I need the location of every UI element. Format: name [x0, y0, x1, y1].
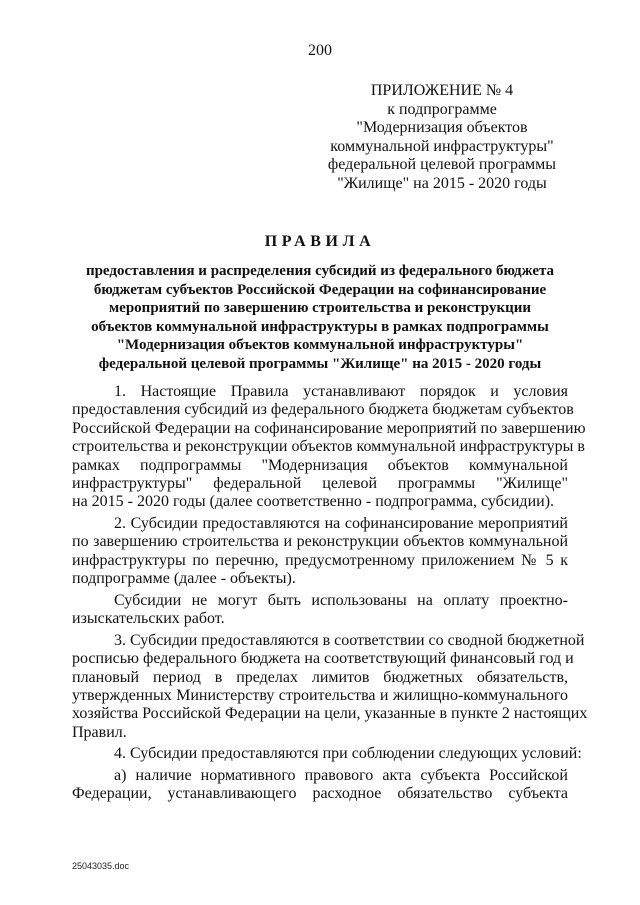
paragraph-line: рамках подпрограммы "Модернизация объектов коммунальной	[72, 456, 568, 474]
subtitle-line: объектов коммунальной инфраструктуры в рамках подпрограммы	[91, 318, 549, 335]
appendix-line: к подпрограмме	[387, 100, 497, 118]
paragraph-line: 1. Настоящие Правила устанавливают порядок и условия	[114, 383, 568, 400]
paragraph-1	[72, 383, 586, 512]
paragraph-2	[72, 515, 568, 589]
appendix-line: ПРИЛОЖЕНИЕ № 4	[370, 82, 514, 99]
paragraph-line: Российской Федерации на софинансирование мероприятий по завершению	[72, 419, 586, 437]
paragraph-line: инфраструктуры по перечню, предусмотренному приложением № 5 к	[72, 551, 568, 569]
paragraph-line: утвержденных Министерству строительства и жилищно-коммунального	[72, 687, 568, 705]
paragraph-line: хозяйства Российской Федерации на цели, указанные в пункте 2 настоящих	[72, 705, 588, 723]
paragraph-line: 4. Субсидии предоставляются при соблюдении следующих условий:	[114, 745, 582, 763]
subtitle-line: мероприятий по завершению строительства и реконструкции	[108, 300, 532, 316]
appendix-line: "Жилище" на 2015 - 2020 годы	[337, 174, 547, 192]
subtitle-line: "Модернизация объектов коммунальной инфраструктуры"	[116, 337, 524, 353]
file-name-footer: 25043035.doc	[72, 861, 130, 871]
paragraph-line: а) наличие нормативного правового акта субъекта Российской	[114, 767, 568, 785]
subtitle-line: федеральной целевой программы "Жилище" на 2015 - 2020 годы	[98, 355, 542, 372]
paragraph-line: Субсидии не могут быть использованы на оплату проектно-	[114, 591, 568, 609]
paragraph-line: росписью федерального бюджета на соответствующий финансовый год и	[72, 650, 574, 668]
paragraph-line: 2. Субсидии предоставляются на софинансирование мероприятий	[114, 515, 568, 533]
subtitle-line: бюджетам субъектов Российской Федерации на софинансирование	[93, 281, 547, 298]
document-subtitle	[70, 262, 570, 373]
document-body	[72, 383, 588, 807]
paragraph-line: на 2015 - 2020 годы (далее соответственно - подпрограмма, субсидии).	[72, 493, 555, 511]
paragraph-line: Федерации, устанавливающего расходное обязательство субъекта	[72, 785, 568, 803]
paragraph-line: Правил.	[72, 723, 127, 741]
paragraph-line: строительства и реконструкции объектов коммунальной инфраструктуры в	[72, 438, 585, 456]
appendix-header	[316, 82, 568, 193]
page-number: 200	[308, 42, 332, 59]
paragraph-4	[72, 745, 582, 763]
appendix-line: федеральной целевой программы	[327, 156, 557, 173]
paragraph-2-note	[72, 592, 568, 629]
paragraph-line: изыскательских работ.	[72, 610, 225, 628]
appendix-line: коммунальной инфраструктуры"	[330, 137, 554, 155]
paragraph-4a	[72, 767, 568, 804]
appendix-line: "Модернизация объектов	[356, 119, 528, 136]
paragraph-3	[72, 631, 588, 742]
paragraph-line: подпрограмме (далее - объекты).	[72, 570, 296, 588]
paragraph-line: 3. Субсидии предоставляются в соответствии со сводной бюджетной	[114, 631, 585, 649]
document-title: ПРАВИЛА	[264, 233, 376, 250]
subtitle-line: предоставления и распределения субсидий из федерального бюджета	[85, 263, 555, 279]
paragraph-line: по завершению строительства и реконструкции объектов коммунальной	[72, 533, 568, 551]
paragraph-line: инфраструктуры" федеральной целевой программы "Жилище"	[72, 475, 568, 493]
paragraph-line: предоставления субсидий из федерального бюджета бюджетам субъектов	[72, 401, 574, 419]
paragraph-line: плановый период в пределах лимитов бюджетных обязательств,	[72, 668, 568, 686]
